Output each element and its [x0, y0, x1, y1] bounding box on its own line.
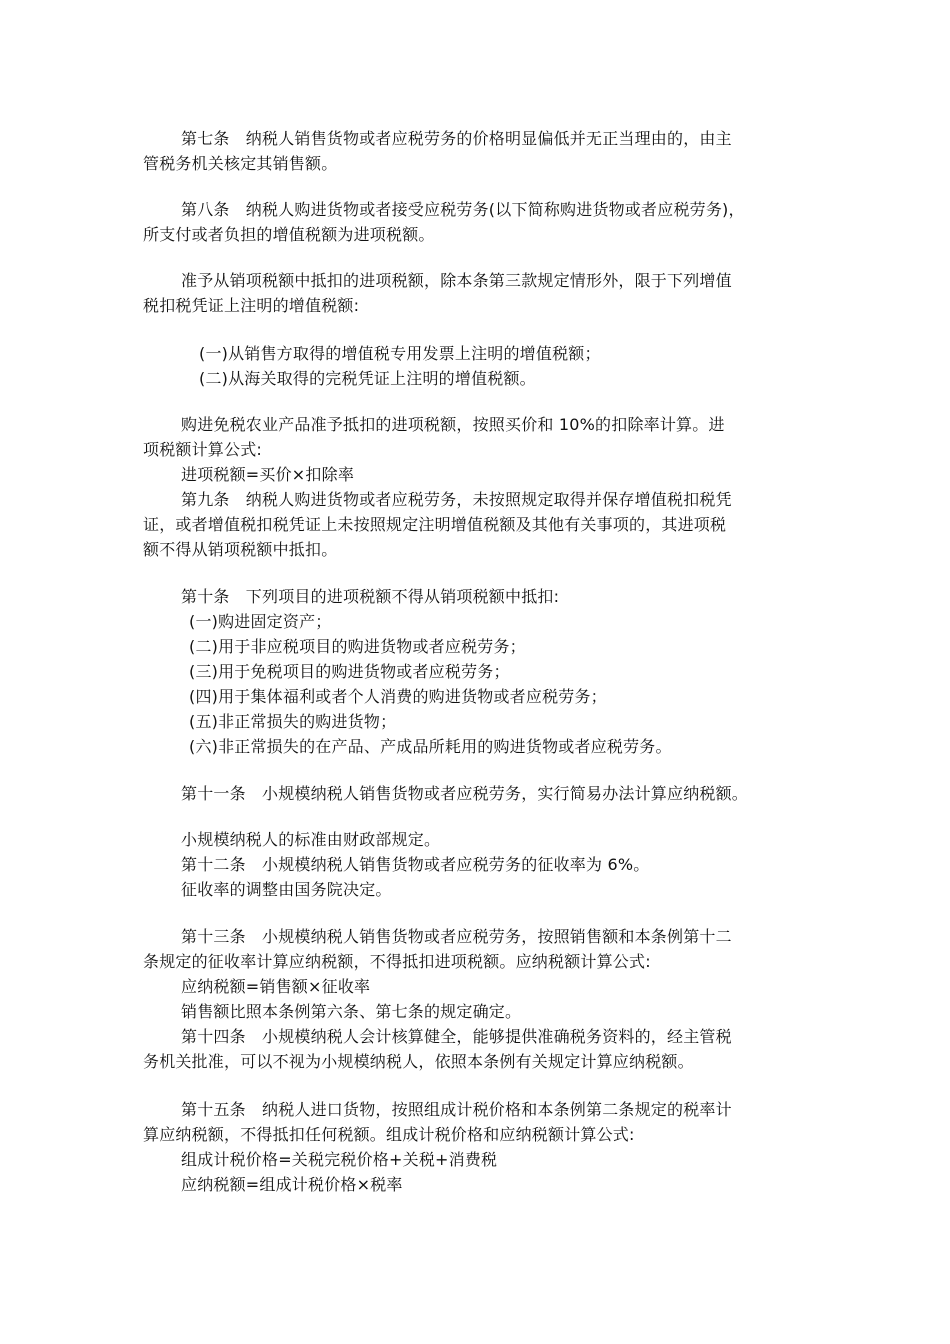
article-8-para2-line-2: 税扣税凭证上注明的增值税额: [143, 296, 360, 315]
article-14-line-2: 务机关批准，可以不视为小规模纳税人，依照本条例有关规定计算应纳税额。 [143, 1052, 694, 1071]
article-14-line-1: 第十四条 小规模纳税人会计核算健全，能够提供准确税务资料的，经主管税 [181, 1027, 732, 1046]
article-10-item-3: (三)用于免税项目的购进货物或者应税劳务； [189, 662, 510, 681]
article-12: 第十二条 小规模纳税人销售货物或者应税劳务的征收率为 6%。 [181, 855, 650, 874]
article-12-para2: 征收率的调整由国务院决定。 [181, 880, 392, 899]
article-13-line-2: 条规定的征收率计算应纳税额，不得抵扣进项税额。应纳税额计算公式: [143, 952, 651, 971]
article-7-line-2: 管税务机关核定其销售额。 [143, 154, 338, 173]
article-10-item-4: (四)用于集体福利或者个人消费的购进货物或者应税劳务； [189, 687, 607, 706]
article-7-line-1: 第七条 纳税人销售货物或者应税劳务的价格明显偏低并无正当理由的，由主 [181, 129, 732, 148]
article-9-line-3: 额不得从销项税额中抵扣。 [143, 540, 338, 559]
article-8-para2-line-1: 准予从销项税额中抵扣的进项税额，除本条第三款规定情形外，限于下列增值 [181, 271, 732, 290]
article-8-line-2: 所支付或者负担的增值税额为进项税额。 [143, 225, 435, 244]
article-13-line-4: 销售额比照本条例第六条、第七条的规定确定。 [181, 1002, 522, 1021]
article-10-item-6: (六)非正常损失的在产品、产成品所耗用的购进货物或者应税劳务。 [189, 737, 672, 756]
article-8-formula: 进项税额=买价×扣除率 [181, 465, 355, 484]
article-10-item-5: (五)非正常损失的购进货物； [189, 712, 397, 731]
article-10-item-2: (二)用于非应税项目的购进货物或者应税劳务； [189, 637, 526, 656]
article-9-line-2: 证，或者增值税扣税凭证上未按照规定注明增值税额及其他有关事项的，其进项税 [143, 515, 727, 534]
article-8-para3-line-1: 购进免税农业产品准予抵扣的进项税额，按照买价和 10%的扣除率计算。进 [181, 415, 725, 434]
article-10-item-1: (一)购进固定资产； [189, 612, 332, 631]
article-13-line-1: 第十三条 小规模纳税人销售货物或者应税劳务，按照销售额和本条例第十二 [181, 927, 732, 946]
article-8-item-2: (二)从海关取得的完税凭证上注明的增值税额。 [199, 369, 536, 388]
article-9-line-1: 第九条 纳税人购进货物或者应税劳务，未按照规定取得并保存增值税扣税凭 [181, 490, 732, 509]
article-15-formula-1: 组成计税价格=关税完税价格+关税+消费税 [181, 1150, 498, 1169]
article-11: 第十一条 小规模纳税人销售货物或者应税劳务，实行简易办法计算应纳税额。 [181, 784, 749, 803]
article-8-item-1: (一)从销售方取得的增值税专用发票上注明的增值税额； [199, 344, 601, 363]
article-15-line-2: 算应纳税额，不得抵扣任何税额。组成计税价格和应纳税额计算公式: [143, 1125, 635, 1144]
article-11-para2: 小规模纳税人的标准由财政部规定。 [181, 830, 441, 849]
article-8-para3-line-2: 项税额计算公式: [143, 440, 262, 459]
article-15-formula-2: 应纳税额=组成计税价格×税率 [181, 1175, 403, 1194]
article-10-heading: 第十条 下列项目的进项税额不得从销项税额中抵扣: [181, 587, 560, 606]
article-8-line-1: 第八条 纳税人购进货物或者接受应税劳务(以下简称购进货物或者应税劳务)， [181, 200, 745, 219]
article-15-line-1: 第十五条 纳税人进口货物，按照组成计税价格和本条例第二条规定的税率计 [181, 1100, 732, 1119]
article-13-formula: 应纳税额=销售额×征收率 [181, 977, 371, 996]
